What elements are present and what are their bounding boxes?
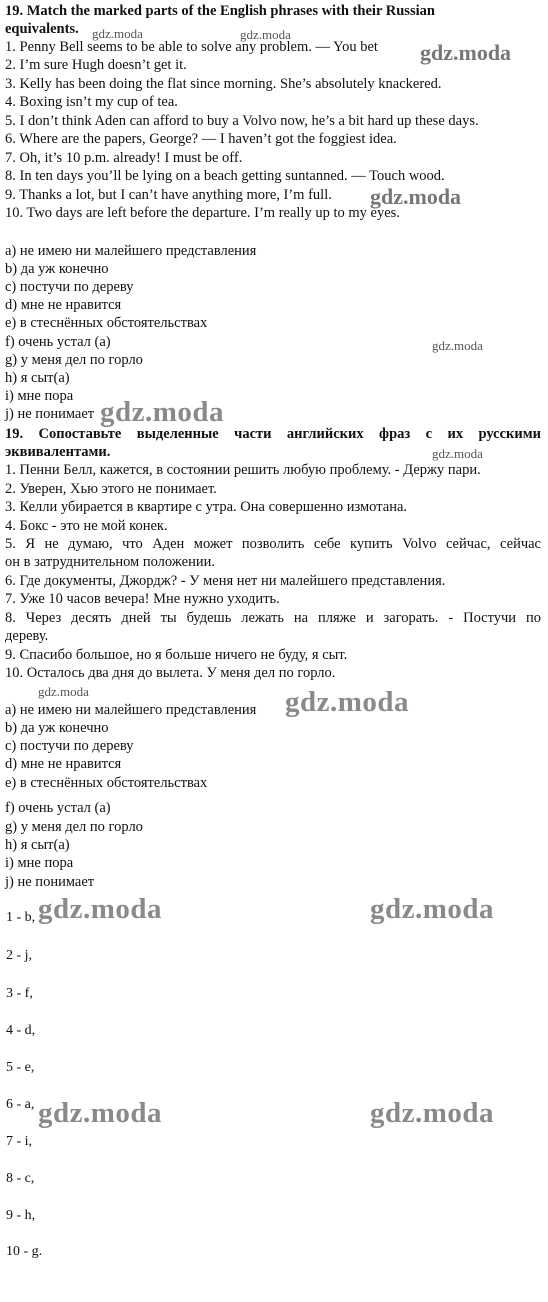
option-en-i: i) мне пора <box>5 388 74 404</box>
watermark: gdz.moda <box>38 684 89 699</box>
phrase-ru-5: 5. Я не думаю, что Аден может позволить себе купить Volvo сейчас, сейчас <box>5 536 541 552</box>
answer-4: 4 - d, <box>6 1023 36 1038</box>
option-en-h: h) я сыт(а) <box>5 370 70 386</box>
phrase-ru-2: 2. Уверен, Хью этого не понимает. <box>5 481 217 497</box>
phrase-en-6: 6. Where are the papers, George? — I haven’t got the foggiest idea. <box>5 131 397 147</box>
answer-5: 5 - e, <box>6 1060 35 1075</box>
phrase-ru-10: 10. Осталось два дня до вылета. У меня дел по горло. <box>5 665 336 681</box>
option-ru-i: i) мне пора <box>5 855 74 871</box>
watermark: gdz.moda <box>285 686 410 718</box>
phrase-en-3: 3. Kelly has been doing the flat since morning. She’s absolutely knackered. <box>5 76 442 92</box>
phrase-ru-4: 4. Бокс - это не мой конек. <box>5 518 168 534</box>
option-ru-c: c) постучи по дереву <box>5 738 134 754</box>
option-ru-g: g) у меня дел по горло <box>5 819 143 835</box>
option-en-g: g) у меня дел по горло <box>5 352 143 368</box>
phrase-en-7: 7. Oh, it’s 10 p.m. already! I must be off. <box>5 150 243 166</box>
phrase-en-9: 9. Thanks a lot, but I can’t have anything more, I’m full. <box>5 187 332 203</box>
watermark: gdz.moda <box>240 27 291 42</box>
phrase-ru-7: 7. Уже 10 часов вечера! Мне нужно уходить. <box>5 591 280 607</box>
exercise-heading-en: 19. Match the marked parts of the English phrases with their Russian <box>5 3 435 19</box>
phrase-ru-8-cont: дереву. <box>5 628 49 644</box>
watermark: gdz.moda <box>38 893 163 925</box>
exercise-heading-en-cont: equivalents. <box>5 21 79 37</box>
option-en-e: e) в стеснённых обстоятельствах <box>5 315 208 331</box>
option-ru-d: d) мне не нравится <box>5 756 122 772</box>
phrase-ru-1: 1. Пенни Белл, кажется, в состоянии решить любую проблему. - Держу пари. <box>5 462 481 478</box>
phrase-ru-9: 9. Спасибо большое, но я больше ничего не буду, я сыт. <box>5 647 348 663</box>
answer-1: 1 - b, <box>6 910 36 925</box>
option-en-f: f) очень устал (а) <box>5 334 111 350</box>
answer-8: 8 - c, <box>6 1171 35 1186</box>
option-ru-f: f) очень устал (а) <box>5 800 111 816</box>
phrase-ru-3: 3. Келли убирается в квартире с утра. Она совершенно измотана. <box>5 499 408 515</box>
option-ru-h: h) я сыт(а) <box>5 837 70 853</box>
phrase-en-4: 4. Boxing isn’t my cup of tea. <box>5 94 178 110</box>
option-en-d: d) мне не нравится <box>5 297 122 313</box>
option-en-c: c) постучи по дереву <box>5 279 134 295</box>
option-en-a: a) не имею ни малейшего представления <box>5 243 257 259</box>
answer-6: 6 - a, <box>6 1097 35 1112</box>
phrase-en-2: 2. I’m sure Hugh doesn’t get it. <box>5 57 187 73</box>
phrase-en-1: 1. Penny Bell seems to be able to solve any problem. — You bet <box>5 39 378 55</box>
phrase-ru-8: 8. Через десять дней ты будешь лежать на пляже и загорать. - Постучи по <box>5 610 541 626</box>
option-ru-a: a) не имею ни малейшего представления <box>5 702 257 718</box>
watermark: gdz.moda <box>432 338 483 353</box>
option-ru-j: j) не понимает <box>5 874 95 890</box>
watermark: gdz.moda <box>100 396 225 428</box>
exercise-heading-ru: 19. Сопоставьте выделенные части английских фраз с их русскими <box>5 426 541 442</box>
watermark: gdz.moda <box>432 446 483 461</box>
answer-7: 7 - i, <box>6 1134 33 1149</box>
watermark: gdz.moda <box>92 26 143 41</box>
watermark: gdz.moda <box>370 184 462 209</box>
phrase-en-10: 10. Two days are left before the departure. I’m really up to my eyes. <box>5 205 400 221</box>
watermark: gdz.moda <box>370 1097 495 1129</box>
watermark: gdz.moda <box>420 40 512 65</box>
answer-3: 3 - f, <box>6 986 33 1001</box>
phrase-en-8: 8. In ten days you’ll be lying on a beach getting suntanned. — Touch wood. <box>5 168 445 184</box>
answer-2: 2 - j, <box>6 948 33 963</box>
answer-9: 9 - h, <box>6 1208 36 1223</box>
phrase-ru-6: 6. Где документы, Джордж? - У меня нет ни малейшего представления. <box>5 573 446 589</box>
phrase-en-5: 5. I don’t think Aden can afford to buy a Volvo now, he’s a bit hard up these days. <box>5 113 479 129</box>
option-en-j: j) не понимает <box>5 406 95 422</box>
watermark: gdz.moda <box>38 1097 163 1129</box>
option-ru-e: e) в стеснённых обстоятельствах <box>5 775 208 791</box>
phrase-ru-5-cont: он в затруднительном положении. <box>5 554 215 570</box>
option-en-b: b) да уж конечно <box>5 261 109 277</box>
option-ru-b: b) да уж конечно <box>5 720 109 736</box>
exercise-heading-ru-cont: эквивалентами. <box>5 444 111 460</box>
watermark: gdz.moda <box>370 893 495 925</box>
answer-10: 10 - g. <box>6 1244 43 1259</box>
